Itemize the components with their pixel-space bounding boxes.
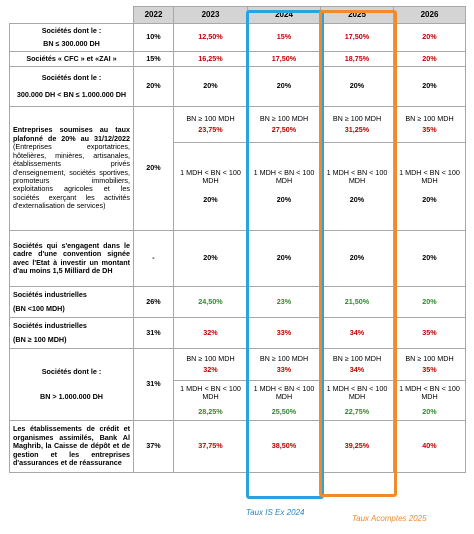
row-label-normal: (Entreprises exportatrices, hôtelières, minières, artisanales, établissements privés d'enseignement, sociétés sportives, promoteurs immobiliers, exploitations agricoles et les sociétés exerçant les activités d'externalisation de services) <box>13 142 130 211</box>
cell-2023 <box>174 107 248 143</box>
rate-value: 27,50% <box>271 124 297 134</box>
cell-2025 <box>321 143 394 231</box>
row-label <box>10 107 134 231</box>
cell-2026 <box>394 381 466 421</box>
rate-value: 28,25% <box>198 406 223 416</box>
cell-2026: 20% <box>394 67 466 107</box>
row-label-line: BN > 1.000.000 DH <box>40 391 103 401</box>
table-row <box>10 24 466 52</box>
row-label: Sociétés « CFC » et «ZAI » <box>10 52 134 67</box>
header-2026: 2026 <box>394 7 466 24</box>
cell-2022: 10% <box>134 24 174 52</box>
row-label-line: 300.000 DH < BN ≤ 1.000.000 DH <box>16 89 127 99</box>
row-label <box>10 318 134 349</box>
condition-label: BN ≥ 100 MDH <box>332 353 382 363</box>
condition-label: 1 MDH < BN < 100 MDH <box>399 167 460 186</box>
rate-value: 20% <box>349 194 365 204</box>
cell-2022: 20% <box>134 107 174 231</box>
cell-2022: - <box>134 231 174 287</box>
cell-2022: 37% <box>134 421 174 473</box>
cell-2023: 12,50% <box>174 24 248 52</box>
table-row <box>10 349 466 381</box>
cell-2023: 32% <box>174 318 248 349</box>
row-label-line: Sociétés dont le : <box>41 367 102 377</box>
cell-2024: 38,50% <box>248 421 321 473</box>
cell-2025: 20% <box>321 231 394 287</box>
row-label-line: Sociétés dont le : <box>41 25 102 35</box>
cell-2024: 20% <box>248 231 321 287</box>
condition-label: BN ≥ 100 MDH <box>405 114 454 124</box>
row-label-bold: Entreprises soumises au taux plafonné de 20% au 31/12/2022 <box>13 125 130 143</box>
condition-label: 1 MDH < BN < 100 MDH <box>180 167 241 186</box>
cell-2022: 15% <box>134 52 174 67</box>
condition-label: BN ≥ 100 MDH <box>186 114 235 124</box>
header-2023: 2023 <box>174 7 248 24</box>
row-label <box>10 67 134 107</box>
row-label: Sociétés qui s'engagent dans le cadre d'une convention signée avec l'Etat à investir un montant d'au moins 1,5 Milliard de DH <box>10 231 134 287</box>
cell-2026: 20% <box>394 287 466 318</box>
legend-blue-label: Taux IS Ex 2024 <box>246 508 305 517</box>
cell-2023: 24,50% <box>174 287 248 318</box>
cell-2026 <box>394 143 466 231</box>
cell-2024: 23% <box>248 287 321 318</box>
cell-2025: 21,50% <box>321 287 394 318</box>
condition-label: BN ≥ 100 MDH <box>332 114 382 124</box>
condition-label: 1 MDH < BN < 100 MDH <box>399 383 460 402</box>
table-row <box>10 231 466 287</box>
condition-label: BN ≥ 100 MDH <box>186 353 235 363</box>
condition-label: BN ≥ 100 MDH <box>259 114 309 124</box>
cell-2025: 17,50% <box>321 24 394 52</box>
table-row <box>10 287 466 318</box>
cell-2024: 20% <box>248 67 321 107</box>
cell-2026: 20% <box>394 52 466 67</box>
rate-value: 35% <box>422 124 437 134</box>
rate-value: 35% <box>422 365 437 374</box>
cell-2023: 16,25% <box>174 52 248 67</box>
row-label-line: Sociétés dont le : <box>41 73 102 83</box>
cell-2024 <box>248 349 321 381</box>
cell-2023: 20% <box>174 231 248 287</box>
cell-2026 <box>394 107 466 143</box>
condition-label: 1 MDH < BN < 100 MDH <box>253 383 315 402</box>
row-label <box>10 287 134 318</box>
cell-2026: 35% <box>394 318 466 349</box>
rate-value: 20% <box>422 406 437 416</box>
condition-label: 1 MDH < BN < 100 MDH <box>326 383 388 402</box>
row-label <box>10 24 134 52</box>
tax-rate-table <box>9 6 466 473</box>
header-2024: 2024 <box>248 7 321 24</box>
cell-2026 <box>394 349 466 381</box>
cell-2026: 40% <box>394 421 466 473</box>
condition-label: BN ≥ 100 MDH <box>405 353 454 363</box>
condition-label: 1 MDH < BN < 100 MDH <box>253 167 315 186</box>
header-2022: 2022 <box>134 7 174 24</box>
row-label-line: (BN <100 MDH) <box>13 304 65 313</box>
cell-2024: 33% <box>248 318 321 349</box>
header-blank <box>10 7 134 24</box>
condition-label: 1 MDH < BN < 100 MDH <box>180 383 241 402</box>
table-row <box>10 421 466 473</box>
rate-value: 32% <box>203 365 218 374</box>
rate-value: 20% <box>422 194 437 204</box>
rate-value: 34% <box>349 365 365 374</box>
row-label <box>10 349 134 421</box>
row-label: Les établissements de crédit et organismes assimilés, Bank Al Maghrib, la Caisse de dépôt et de gestion et les entreprises d'assurances et de réassurance <box>10 421 134 473</box>
cell-2025: 34% <box>321 318 394 349</box>
cell-2025: 20% <box>321 67 394 107</box>
cell-2023 <box>174 143 248 231</box>
cell-2023 <box>174 381 248 421</box>
condition-label: BN ≥ 100 MDH <box>259 353 309 363</box>
cell-2024 <box>248 107 321 143</box>
legend-orange-label: Taux Acomptes 2025 <box>352 514 427 523</box>
cell-2023 <box>174 349 248 381</box>
table-row <box>10 318 466 349</box>
cell-2025 <box>321 381 394 421</box>
cell-2024: 15% <box>248 24 321 52</box>
cell-2025: 39,25% <box>321 421 394 473</box>
cell-2026: 20% <box>394 231 466 287</box>
cell-2025: 18,75% <box>321 52 394 67</box>
table-row <box>10 52 466 67</box>
cell-2025 <box>321 107 394 143</box>
row-label-line: Sociétés industrielles <box>13 320 87 330</box>
rate-value: 22,75% <box>344 406 370 416</box>
table-row <box>10 67 466 107</box>
rate-value: 20% <box>276 194 292 204</box>
cell-2023: 20% <box>174 67 248 107</box>
header-2025: 2025 <box>321 7 394 24</box>
header-row <box>10 7 466 24</box>
cell-2023: 37,75% <box>174 421 248 473</box>
cell-2024 <box>248 143 321 231</box>
row-label-line: Sociétés industrielles <box>13 289 87 299</box>
cell-2025 <box>321 349 394 381</box>
table-row <box>10 107 466 143</box>
cell-2024: 17,50% <box>248 52 321 67</box>
rate-value: 31,25% <box>344 124 370 134</box>
cell-2022: 20% <box>134 67 174 107</box>
cell-2026: 20% <box>394 24 466 52</box>
cell-2022: 26% <box>134 287 174 318</box>
row-label-line: (BN ≥ 100 MDH) <box>13 335 67 344</box>
rate-value: 33% <box>276 365 292 374</box>
condition-label: 1 MDH < BN < 100 MDH <box>326 167 388 186</box>
cell-2022: 31% <box>134 349 174 421</box>
rate-value: 23,75% <box>198 124 223 134</box>
row-label-line: BN ≤ 300.000 DH <box>43 39 100 48</box>
rate-value: 25,50% <box>271 406 297 416</box>
rate-value: 20% <box>203 194 218 204</box>
cell-2024 <box>248 381 321 421</box>
cell-2022: 31% <box>134 318 174 349</box>
